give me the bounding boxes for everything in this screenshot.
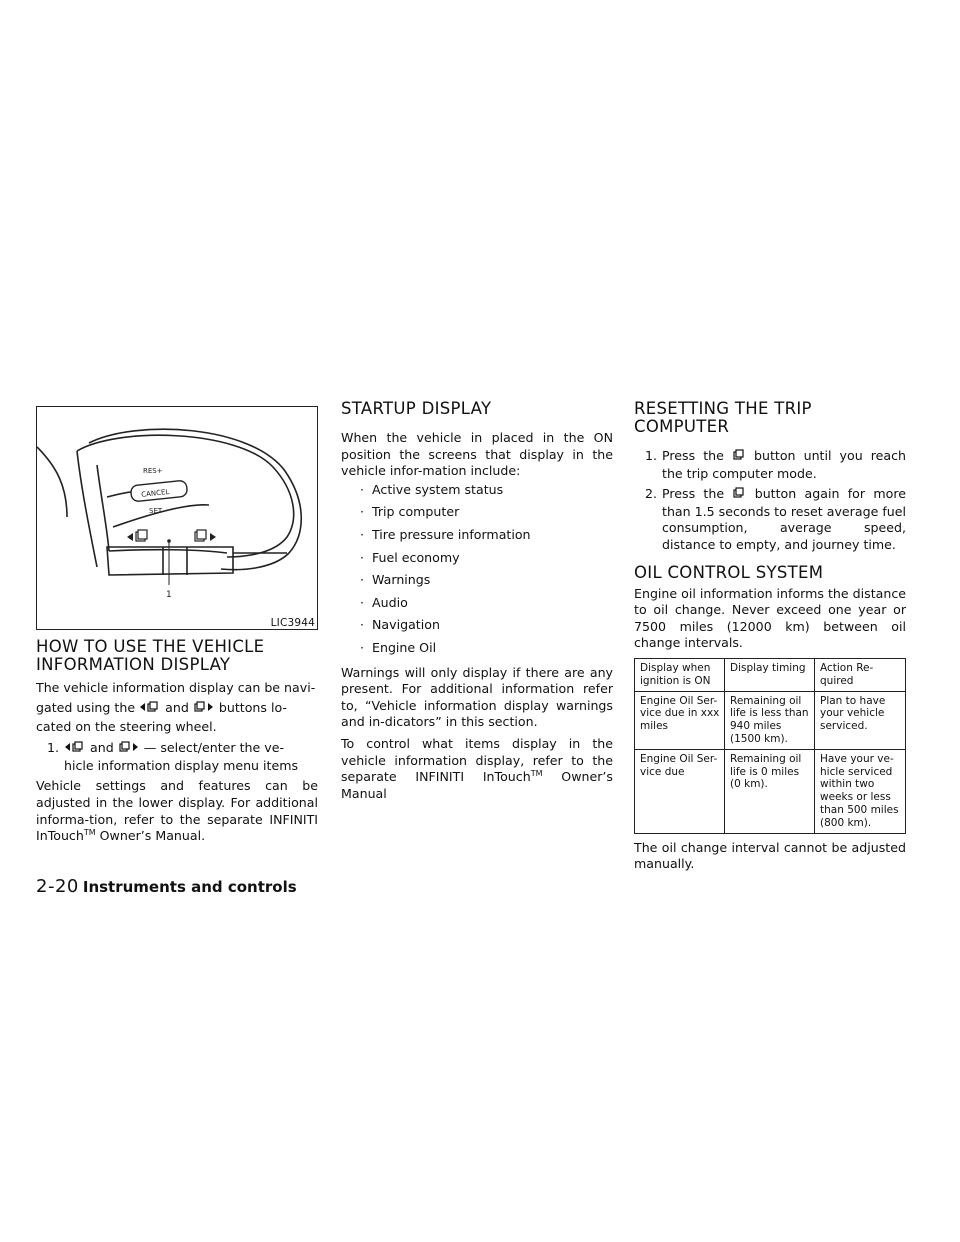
step-number: 1. xyxy=(644,448,657,463)
item1-text-a: — select/enter the ve- xyxy=(143,740,285,756)
bullet: · xyxy=(359,549,364,565)
how-paragraph-1 xyxy=(36,680,318,735)
how-p1-and: and xyxy=(165,699,189,715)
bullet: · xyxy=(359,572,364,588)
book-icon xyxy=(732,487,746,504)
step2-a: Press the xyxy=(662,486,725,502)
right-arrow-book-icon xyxy=(118,741,140,758)
figure-id: LIC3944 xyxy=(267,617,317,629)
bullet: · xyxy=(359,639,364,655)
bullet: · xyxy=(359,526,364,542)
list-item-text: Engine Oil xyxy=(372,639,437,655)
column-right xyxy=(634,400,906,878)
table-header-cell: Action Re-quired xyxy=(815,658,906,691)
section-heading-reset xyxy=(634,400,906,436)
list-item xyxy=(341,640,613,663)
book-icon xyxy=(732,449,746,466)
heading-line-2: INFORMATION DISPLAY xyxy=(36,655,231,674)
oil-table xyxy=(634,658,906,834)
right-arrow-book-icon xyxy=(195,530,216,541)
oil-outro: The oil change interval cannot be adjusted manually. xyxy=(634,839,906,872)
how-p2-a: Vehicle settings and features can be adjusted in the lower display. For additional informa-tion, refer to the separate INFINITI InTouch xyxy=(36,778,318,844)
table-cell: Engine Oil Ser-vice due in xxx miles xyxy=(635,691,725,749)
how-p1-b: gated using the xyxy=(36,699,136,715)
steering-wheel-figure xyxy=(36,406,318,630)
reset-step-2 xyxy=(634,486,906,553)
step1-a: Press the xyxy=(662,448,724,463)
startup-list xyxy=(341,482,613,663)
list-item-text: Tire pressure information xyxy=(372,526,531,542)
column-middle xyxy=(341,400,613,807)
bullet: · xyxy=(359,504,364,520)
list-item xyxy=(341,595,613,618)
item1-and: and xyxy=(90,740,114,756)
left-arrow-book-icon xyxy=(127,530,147,541)
how-list-item-1 xyxy=(36,740,318,774)
ctrl-a: To control what items display in the vehicle information display, refer to the separate INFINITI InTouch xyxy=(341,735,613,785)
table-header-cell: Display when ignition is ON xyxy=(635,658,725,691)
set-label: SET− xyxy=(149,507,169,515)
section-heading-startup: STARTUP DISPLAY xyxy=(341,399,492,418)
oil-intro: Engine oil information informs the distance to oil change. Never exceed one year or 7500 miles (12000 km) between oil change intervals. xyxy=(634,585,907,651)
step1-b: button until you reach the trip computer mode. xyxy=(662,448,906,481)
startup-intro: When the vehicle in placed in the ON position the screens that display in the vehicle infor-mation include: xyxy=(341,430,613,479)
footer-title: Instruments and controls xyxy=(82,878,297,896)
bullet: · xyxy=(359,617,364,633)
reset-step-1 xyxy=(634,448,906,482)
cancel-label: CANCEL xyxy=(140,487,170,499)
how-p1-a: The vehicle information display can be navi- xyxy=(36,680,316,695)
list-item-text: Audio xyxy=(372,594,408,610)
table-cell: Have your ve-hicle serviced within two weeks or less than 500 miles (800 km). xyxy=(815,749,906,833)
startup-control-paragraph xyxy=(341,736,613,802)
heading-line-1: RESETTING THE TRIP xyxy=(634,399,812,418)
list-item xyxy=(341,482,613,505)
list-item-text: Fuel economy xyxy=(372,549,460,565)
callout-number: 1 xyxy=(166,590,172,600)
table-cell: Engine Oil Ser-vice due xyxy=(635,749,725,833)
left-arrow-book-icon xyxy=(64,741,86,758)
how-p1-c: buttons lo- xyxy=(218,699,287,715)
list-item-text: Warnings xyxy=(372,572,431,588)
list-item xyxy=(341,617,613,640)
left-arrow-book-icon xyxy=(139,701,161,718)
heading-line-2: COMPUTER xyxy=(634,417,730,436)
page-number: 2-20 xyxy=(36,876,79,897)
list-item-text: Navigation xyxy=(372,617,440,633)
trademark: TM xyxy=(530,768,543,778)
trademark: TM xyxy=(83,827,96,837)
column-left xyxy=(36,406,318,850)
ctrl-b: Owner’s Manual xyxy=(341,769,613,801)
list-item-text: Active system status xyxy=(372,481,504,497)
how-p2-b: Owner’s Manual. xyxy=(95,828,206,844)
table-row xyxy=(635,691,906,749)
startup-warnings-paragraph: Warnings will only display if there are any present. For additional information refer to, “Vehicle information display warnings and in-dicators” in this section. xyxy=(341,664,613,730)
table-cell: Remaining oil life is less than 940 miles (1500 km). xyxy=(725,691,815,749)
list-item xyxy=(341,527,613,550)
how-p1-d: cated on the steering wheel. xyxy=(36,718,217,734)
list-item-text: Trip computer xyxy=(372,504,460,520)
page-footer xyxy=(36,876,297,897)
list-item xyxy=(341,504,613,527)
table-cell: Remaining oil life is 0 miles (0 km). xyxy=(725,749,815,833)
table-header-row xyxy=(635,658,906,691)
list-item xyxy=(341,550,613,573)
table-header-cell: Display timing xyxy=(725,658,815,691)
item-number: 1. xyxy=(46,740,59,756)
step2-b: button again for more than 1.5 seconds to reset average fuel consumption, average speed, distance to empty, and journey time. xyxy=(662,486,906,552)
steering-wheel-illustration xyxy=(37,407,317,629)
table-row xyxy=(635,749,906,833)
how-paragraph-2 xyxy=(36,778,318,844)
right-arrow-book-icon xyxy=(193,701,215,718)
heading-line-1: HOW TO USE THE VEHICLE xyxy=(36,637,265,656)
section-heading-how xyxy=(36,638,318,674)
bullet: · xyxy=(359,481,364,497)
list-item xyxy=(341,572,613,595)
table-cell: Plan to have your vehicle serviced. xyxy=(815,691,906,749)
bullet: · xyxy=(359,594,364,610)
step-number: 2. xyxy=(644,486,657,502)
item1-text-b: hicle information display menu items xyxy=(64,757,299,773)
section-heading-oil: OIL CONTROL SYSTEM xyxy=(634,562,824,582)
res-label: RES+ xyxy=(143,467,163,475)
